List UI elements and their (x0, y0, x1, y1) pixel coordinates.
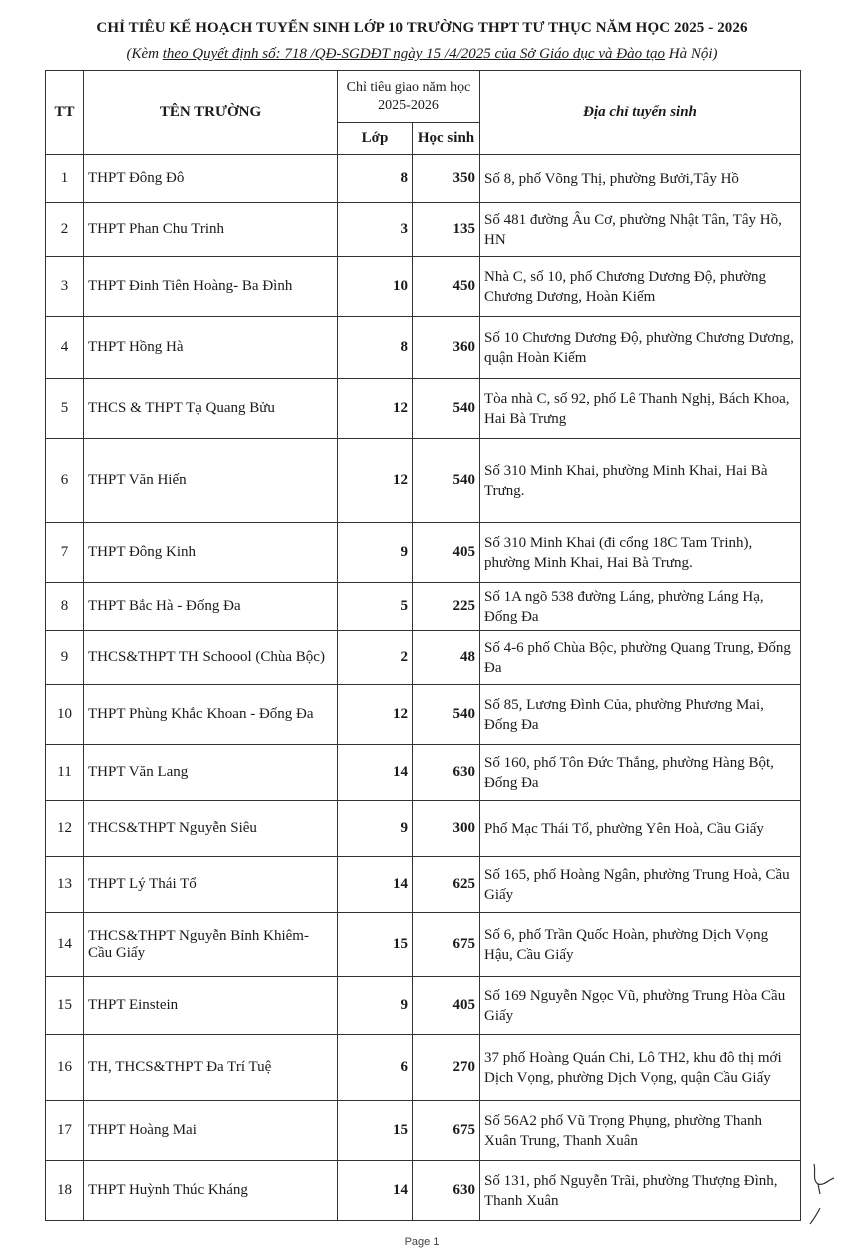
row-address: Số 169 Nguyễn Ngọc Vũ, phường Trung Hòa Cầu Giấy (480, 977, 801, 1035)
row-school-name: THPT Einstein (84, 977, 338, 1035)
row-tt: 4 (46, 317, 84, 379)
row-students: 270 (413, 1035, 480, 1101)
row-students: 675 (413, 913, 480, 977)
row-address: Số 160, phố Tôn Đức Thắng, phường Hàng Bột, Đống Đa (480, 745, 801, 801)
table-body (46, 155, 801, 1221)
row-address: Số 85, Lương Đình Của, phường Phương Mai, Đống Đa (480, 685, 801, 745)
table-row (46, 439, 801, 523)
table-row (46, 317, 801, 379)
row-students: 300 (413, 801, 480, 857)
table-row (46, 631, 801, 685)
row-classes: 3 (338, 203, 413, 257)
row-tt: 10 (46, 685, 84, 745)
header-tt: TT (46, 71, 84, 155)
table-row (46, 913, 801, 977)
row-students: 540 (413, 439, 480, 523)
row-school-name: THCS&THPT Nguyễn Siêu (84, 801, 338, 857)
row-school-name: THPT Đông Đô (84, 155, 338, 203)
header-students: Học sinh (413, 123, 480, 155)
document-title: CHỈ TIÊU KẾ HOẠCH TUYỂN SINH LỚP 10 TRƯỜNG THPT TƯ THỤC NĂM HỌC 2025 - 2026 (96, 20, 748, 36)
row-address: Số 165, phố Hoàng Ngân, phường Trung Hoà, Cầu Giấy (480, 857, 801, 913)
header-classes: Lớp (338, 123, 413, 155)
row-students: 540 (413, 685, 480, 745)
row-classes: 12 (338, 379, 413, 439)
header-school: TÊN TRƯỜNG (84, 71, 338, 155)
row-tt: 8 (46, 583, 84, 631)
header-address: Địa chỉ tuyển sinh (480, 71, 801, 155)
table-row (46, 523, 801, 583)
row-tt: 18 (46, 1161, 84, 1221)
table-row (46, 1101, 801, 1161)
row-tt: 7 (46, 523, 84, 583)
row-classes: 8 (338, 317, 413, 379)
row-school-name: THPT Đông Kinh (84, 523, 338, 583)
row-students: 405 (413, 523, 480, 583)
row-classes: 9 (338, 523, 413, 583)
signature-mark (806, 1158, 842, 1230)
table-row (46, 203, 801, 257)
row-classes: 9 (338, 977, 413, 1035)
row-tt: 9 (46, 631, 84, 685)
subtitle-prefix: (Kèm (126, 46, 163, 62)
row-classes: 14 (338, 857, 413, 913)
table-row (46, 685, 801, 745)
row-tt: 16 (46, 1035, 84, 1101)
table-row (46, 1035, 801, 1101)
row-school-name: THPT Đinh Tiên Hoàng- Ba Đình (84, 257, 338, 317)
row-tt: 5 (46, 379, 84, 439)
row-students: 540 (413, 379, 480, 439)
row-tt: 3 (46, 257, 84, 317)
enrollment-quota-table (45, 70, 801, 1221)
row-tt: 12 (46, 801, 84, 857)
row-address: Phố Mạc Thái Tổ, phường Yên Hoà, Cầu Giấy (480, 801, 801, 857)
row-school-name: THPT Hồng Hà (84, 317, 338, 379)
table-row (46, 745, 801, 801)
row-school-name: THCS & THPT Tạ Quang Bửu (84, 379, 338, 439)
row-students: 135 (413, 203, 480, 257)
row-students: 625 (413, 857, 480, 913)
row-address: Số 6, phố Trần Quốc Hoàn, phường Dịch Vọng Hậu, Cầu Giấy (480, 913, 801, 977)
table-row (46, 857, 801, 913)
row-classes: 15 (338, 913, 413, 977)
row-students: 225 (413, 583, 480, 631)
row-tt: 2 (46, 203, 84, 257)
row-address: Nhà C, số 10, phố Chương Dương Độ, phường Chương Dương, Hoàn Kiếm (480, 257, 801, 317)
row-classes: 15 (338, 1101, 413, 1161)
row-students: 630 (413, 745, 480, 801)
row-classes: 12 (338, 439, 413, 523)
row-address: Số 310 Minh Khai, phường Minh Khai, Hai Bà Trưng. (480, 439, 801, 523)
row-students: 405 (413, 977, 480, 1035)
row-tt: 1 (46, 155, 84, 203)
row-classes: 14 (338, 1161, 413, 1221)
row-classes: 9 (338, 801, 413, 857)
row-school-name: TH, THCS&THPT Đa Trí Tuệ (84, 1035, 338, 1101)
document-subtitle (0, 46, 844, 63)
row-address: Số 10 Chương Dương Độ, phường Chương Dương, quận Hoàn Kiếm (480, 317, 801, 379)
table-row (46, 379, 801, 439)
row-tt: 17 (46, 1101, 84, 1161)
row-address: 37 phố Hoàng Quán Chi, Lô TH2, khu đô thị mới Dịch Vọng, phường Dịch Vọng, quận Cầu Giấy (480, 1035, 801, 1101)
page-footer: Page 1 (404, 1236, 440, 1248)
row-address: Số 131, phố Nguyễn Trãi, phường Thượng Đình, Thanh Xuân (480, 1161, 801, 1221)
row-school-name: THPT Phan Chu Trinh (84, 203, 338, 257)
row-address: Số 4-6 phố Chùa Bộc, phường Quang Trung, Đống Đa (480, 631, 801, 685)
row-school-name: THPT Huỳnh Thúc Kháng (84, 1161, 338, 1221)
table-row (46, 1161, 801, 1221)
table-row (46, 801, 801, 857)
row-students: 630 (413, 1161, 480, 1221)
row-classes: 2 (338, 631, 413, 685)
row-tt: 14 (46, 913, 84, 977)
row-school-name: THPT Hoàng Mai (84, 1101, 338, 1161)
row-address: Số 8, phố Võng Thị, phường Bưởi,Tây Hồ (480, 155, 801, 203)
row-school-name: THCS&THPT Nguyễn Bỉnh Khiêm-Cầu Giấy (84, 913, 338, 977)
row-school-name: THPT Văn Hiến (84, 439, 338, 523)
row-students: 450 (413, 257, 480, 317)
table-row (46, 583, 801, 631)
table-row (46, 257, 801, 317)
row-students: 350 (413, 155, 480, 203)
row-school-name: THCS&THPT TH Schoool (Chùa Bộc) (84, 631, 338, 685)
row-school-name: THPT Văn Lang (84, 745, 338, 801)
row-tt: 6 (46, 439, 84, 523)
row-classes: 14 (338, 745, 413, 801)
row-tt: 15 (46, 977, 84, 1035)
row-tt: 11 (46, 745, 84, 801)
header-quota: Chỉ tiêu giao năm học 2025-2026 (338, 71, 480, 123)
row-address: Số 310 Minh Khai (đi cổng 18C Tam Trinh), phường Minh Khai, Hai Bà Trưng. (480, 523, 801, 583)
row-classes: 8 (338, 155, 413, 203)
subtitle-place: Hà Nội) (665, 46, 718, 62)
row-students: 675 (413, 1101, 480, 1161)
row-address: Tòa nhà C, số 92, phố Lê Thanh Nghị, Bách Khoa, Hai Bà Trưng (480, 379, 801, 439)
row-classes: 10 (338, 257, 413, 317)
row-tt: 13 (46, 857, 84, 913)
table-row (46, 155, 801, 203)
row-address: Số 481 đường Âu Cơ, phường Nhật Tân, Tây Hồ, HN (480, 203, 801, 257)
row-address: Số 56A2 phố Vũ Trọng Phụng, phường Thanh Xuân Trung, Thanh Xuân (480, 1101, 801, 1161)
row-classes: 6 (338, 1035, 413, 1101)
row-students: 360 (413, 317, 480, 379)
subtitle-decision: theo Quyết định số: 718 /QĐ-SGDĐT ngày 15 /4/2025 của Sở Giáo dục và Đào tạo (162, 46, 665, 62)
row-address: Số 1A ngõ 538 đường Láng, phường Láng Hạ, Đống Đa (480, 583, 801, 631)
row-classes: 5 (338, 583, 413, 631)
row-students: 48 (413, 631, 480, 685)
row-school-name: THPT Phùng Khắc Khoan - Đống Đa (84, 685, 338, 745)
table-row (46, 977, 801, 1035)
row-school-name: THPT Lý Thái Tổ (84, 857, 338, 913)
row-school-name: THPT Bắc Hà - Đống Đa (84, 583, 338, 631)
row-classes: 12 (338, 685, 413, 745)
